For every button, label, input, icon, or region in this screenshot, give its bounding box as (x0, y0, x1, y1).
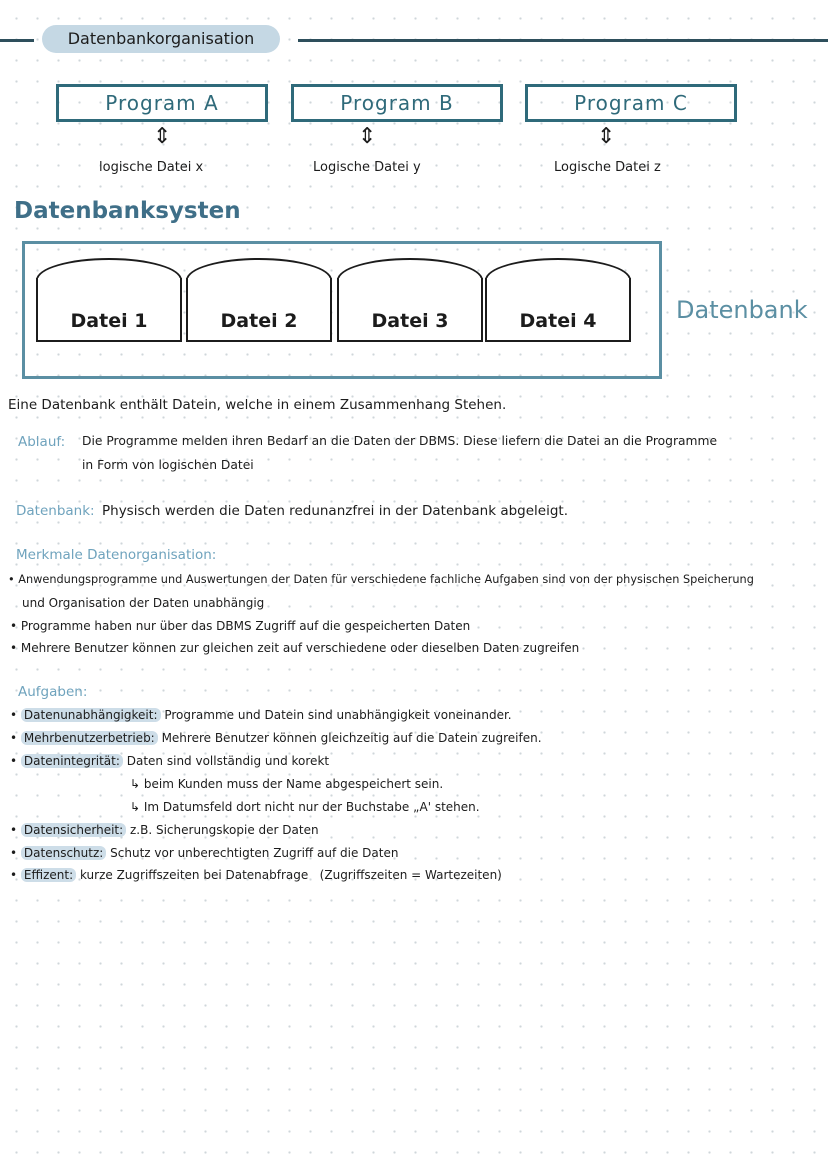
aufgaben-item: • Datensicherheit: z.B. Sicherungskopie der Daten (10, 823, 319, 837)
double-arrow-icon: ⇕ (358, 124, 377, 149)
program-a-box: Program A (56, 84, 268, 122)
header-rule-right (298, 39, 828, 42)
aufgaben-item: • Mehrbenutzerbetrieb: Mehrere Benutzer können gleichzeitig auf die Datein zugreifen. (10, 731, 542, 745)
aufgaben-title: Aufgaben: (18, 684, 88, 700)
ablauf-text-2: in Form von logischen Datei (82, 458, 254, 472)
file-cylinder (186, 258, 332, 342)
file-label: Datei 2 (220, 310, 298, 332)
double-arrow-icon: ⇕ (153, 124, 172, 149)
datenbank-text: Physisch werden die Daten redunanzfrei in der Datenbank abgeleigt. (102, 503, 569, 519)
term-text: Mehrere Benutzer können gleichzeitig auf die Datein zugreifen. (161, 731, 542, 745)
datenbank-label: Datenbank: (16, 503, 95, 519)
merkmale-item: und Organisation der Daten unabhängig (22, 596, 265, 610)
file-cylinder (485, 258, 631, 342)
aufgaben-item: • Effizent: kurze Zugriffszeiten bei Datenabfrage (Zugriffszeiten = Wartezeiten) (10, 868, 502, 882)
term-text: kurze Zugriffszeiten bei Datenabfrage (Zugriffszeiten = Wartezeiten) (79, 868, 502, 882)
merkmale-item: • Mehrere Benutzer können zur gleichen zeit auf verschiedene oder dieselben Daten zugreifen (10, 641, 580, 655)
program-c-box: Program C (525, 84, 737, 122)
intro-text: Eine Datenbank enthält Datein, welche in einem Zusammenhang Stehen. (8, 397, 507, 413)
aufgaben-item: • Datenintegrität: Daten sind vollständig und korekt (10, 754, 330, 768)
ablauf-text: Die Programme melden ihren Bedarf an die Daten der DBMS. Diese liefern die Datei an die Programme (82, 434, 718, 448)
term-text: Schutz vor unberechtigten Zugriff auf die Daten (110, 846, 399, 860)
term-highlight: Datenintegrität: (21, 754, 123, 768)
term-highlight: Datensicherheit: (21, 823, 126, 837)
term-highlight: Mehrbenutzerbetrieb: (21, 731, 158, 745)
term-text: Daten sind vollständig und korekt (126, 754, 330, 768)
logical-file-x: logische Datei x (99, 160, 204, 175)
term-highlight: Datenschutz: (21, 846, 106, 860)
file-label: Datei 3 (371, 310, 449, 332)
merkmale-item: • Programme haben nur über das DBMS Zugriff auf die gespeicherten Daten (10, 619, 471, 633)
file-label: Datei 1 (70, 310, 148, 332)
sub-item: ↳ beim Kunden muss der Name abgespeichert sein. (130, 777, 444, 791)
page-title: Datenbankorganisation (42, 25, 280, 53)
term-highlight: Datenunabhängigkeit: (21, 708, 161, 722)
ablauf-label: Ablauf: (18, 434, 66, 450)
database-label: Datenbank (676, 296, 808, 324)
term-text: Programme und Datein sind unabhängigkeit voneinander. (164, 708, 512, 722)
double-arrow-icon: ⇕ (597, 124, 616, 149)
merkmale-title: Merkmale Datenorganisation: (16, 547, 217, 563)
header-rule-left (0, 39, 34, 42)
aufgaben-item: • Datenschutz: Schutz vor unberechtigten Zugriff auf die Daten (10, 846, 399, 860)
program-b-box: Program B (291, 84, 503, 122)
file-label: Datei 4 (519, 310, 597, 332)
aufgaben-item: • Datenunabhängigkeit: Programme und Datein sind unabhängigkeit voneinander. (10, 708, 512, 722)
system-title: Datenbanksysten (14, 198, 241, 224)
term-text: z.B. Sicherungskopie der Daten (130, 823, 319, 837)
logical-file-y: Logische Datei y (313, 160, 421, 175)
merkmale-item: • Anwendungsprogramme und Auswertungen der Daten für verschiedene fachliche Aufgaben sind von der physischen Speicherung (8, 573, 754, 586)
file-cylinder (337, 258, 483, 342)
sub-item: ↳ Im Datumsfeld dort nicht nur der Buchstabe „A' stehen. (130, 800, 480, 814)
term-highlight: Effizent: (21, 868, 76, 882)
file-cylinder (36, 258, 182, 342)
logical-file-z: Logische Datei z (554, 160, 661, 175)
